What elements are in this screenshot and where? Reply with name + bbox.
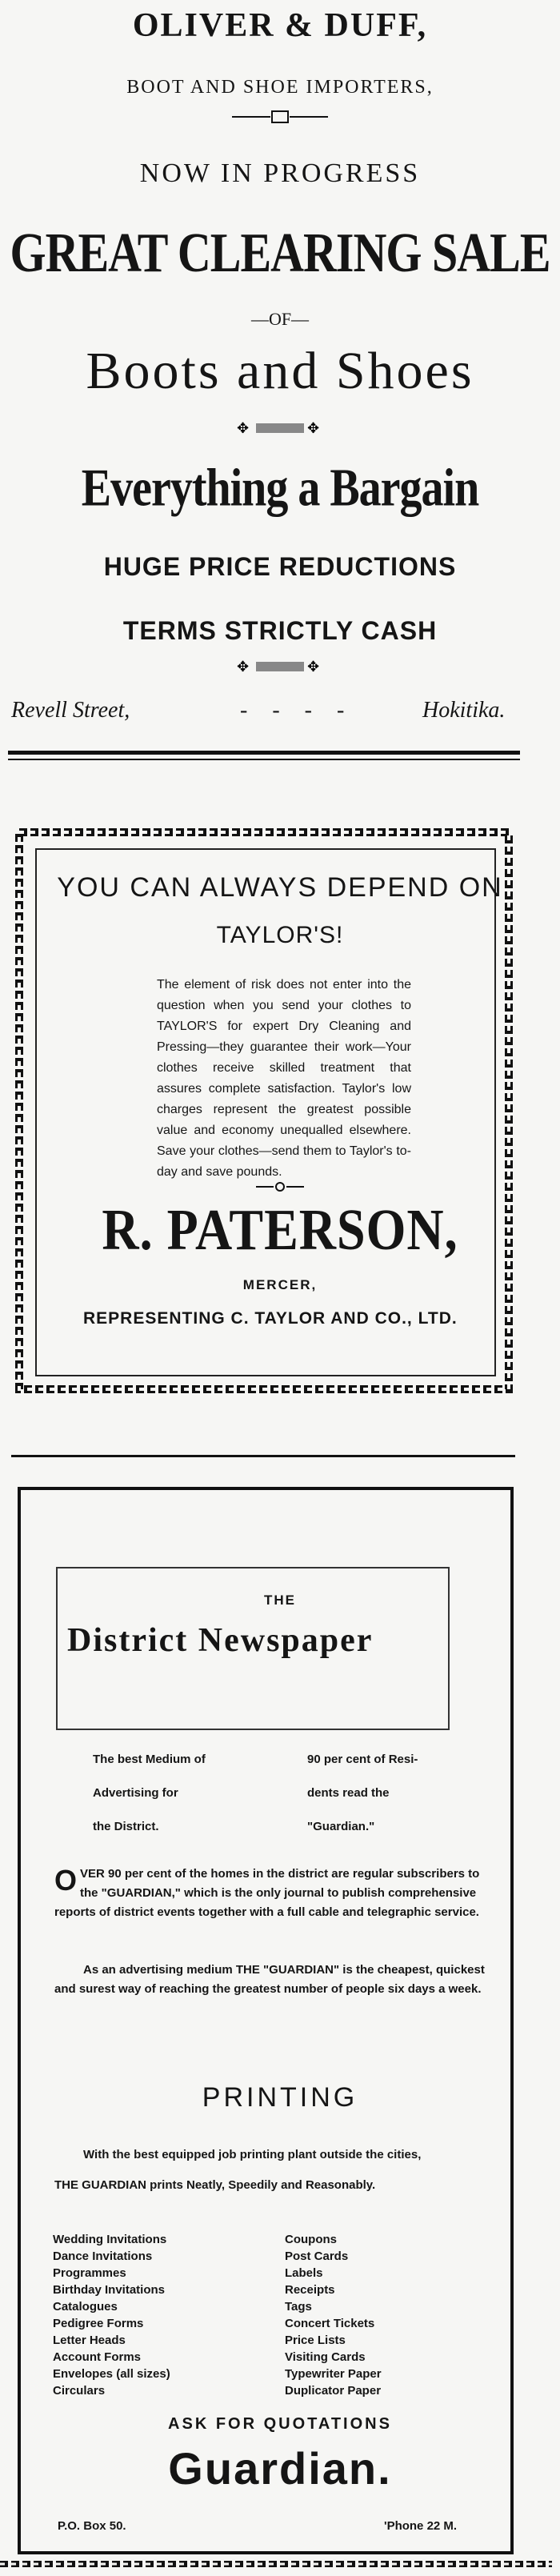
service-item: Letter Heads: [53, 2334, 126, 2347]
services-list-right: [285, 2231, 382, 2399]
service-item: Dance Invitations: [53, 2249, 153, 2263]
service-item: Visiting Cards: [285, 2350, 366, 2364]
service-item: Birthday Invitations: [53, 2283, 166, 2297]
service-item: Wedding Invitations: [53, 2233, 167, 2246]
printing-heading: PRINTING: [202, 2082, 358, 2113]
po-box: P.O. Box 50.: [58, 2519, 126, 2533]
service-item: Duplicator Paper: [285, 2384, 382, 2398]
of-divider: —OF—: [250, 309, 310, 329]
printing-tagline: THE GUARDIAN prints Neatly, Speedily and Reasonably.: [54, 2178, 376, 2192]
price-reductions: HUGE PRICE REDUCTIONS: [103, 552, 457, 581]
guardian-brand: Guardian.: [168, 2443, 392, 2494]
column-line: The best Medium of: [93, 1753, 206, 1766]
svg-text:✥: ✥: [237, 659, 250, 675]
now-in-progress: NOW IN PROGRESS: [139, 158, 421, 188]
svg-text:✥: ✥: [237, 420, 250, 437]
services-list-left: [53, 2231, 170, 2399]
firm-trade: BOOT AND SHOE IMPORTERS,: [126, 77, 434, 98]
taylors-heading: YOU CAN ALWAYS DEPEND ON: [57, 872, 503, 903]
service-item: Programmes: [53, 2266, 126, 2280]
subscribers-paragraph: [54, 1865, 491, 1922]
service-item: Labels: [285, 2266, 323, 2280]
bargain-heading: Everything a Bargain: [81, 458, 479, 519]
divider-rule: [11, 1455, 515, 1457]
sale-headline: GREAT CLEARING SALE: [10, 221, 550, 284]
firm-name: OLIVER & DUFF,: [132, 7, 428, 44]
address-dashes: - - - -: [240, 698, 354, 723]
mercer-title: MERCER,: [242, 1277, 318, 1292]
ask-quotations: ASK FOR QUOTATIONS: [168, 2415, 392, 2433]
divider-rule: [8, 751, 520, 755]
service-item: Coupons: [285, 2233, 337, 2246]
service-item: Account Forms: [53, 2350, 142, 2364]
town-name: Hokitika.: [422, 698, 506, 723]
taylors-body: The element of risk does not enter into the question when you send your clothes to TAYLOR'S for expert Dry Cleaning and Pressing—they guarantee their work—Your clothes receive skilled treatment that assures complete satisfaction. Taylor's low charges represent the greatest possible value and economy unequalled elsewhere. Save your clothes—send them to Taylor's to-day and save pounds.: [157, 978, 411, 1179]
service-item: Tags: [285, 2300, 312, 2314]
ninety-percent-column: [307, 1743, 483, 1844]
goods-heading: Boots and Shoes: [86, 342, 474, 400]
paragraph-text: VER 90 per cent of the homes in the district are regular subscribers to the "GUARDIAN," which is the only journal to publish comprehensive reports of district events together with a full cable and telegraphic service.: [54, 1867, 480, 1919]
service-item: Post Cards: [285, 2249, 349, 2263]
column-line: the District.: [93, 1820, 159, 1833]
service-item: Catalogues: [53, 2300, 118, 2314]
service-item: Pedigree Forms: [53, 2317, 144, 2330]
drop-cap: O: [54, 1864, 78, 1897]
phone-number: 'Phone 22 M.: [384, 2519, 458, 2533]
dotted-ornament: [234, 419, 326, 437]
service-item: Price Lists: [285, 2334, 346, 2347]
column-line: 90 per cent of Resi-: [307, 1753, 418, 1766]
representing-line: REPRESENTING C. TAYLOR AND CO., LTD.: [83, 1309, 458, 1328]
best-medium-column: [93, 1743, 277, 1844]
column-line: dents read the: [307, 1786, 390, 1800]
svg-text:✥: ✥: [307, 420, 320, 437]
terms-cash: TERMS STRICTLY CASH: [122, 616, 438, 645]
taylors-name: TAYLOR'S!: [216, 922, 344, 948]
service-item: Concert Tickets: [285, 2317, 375, 2330]
small-ornament: [232, 110, 328, 123]
advertising-paragraph: As an advertising medium THE "GUARDIAN" is the cheapest, quickest and surest way of reaching the greatest number of people six days a week.: [54, 1963, 485, 1996]
svg-text:✥: ✥: [307, 659, 320, 675]
dotted-ornament: [234, 658, 326, 675]
paterson-name: R. PATERSON,: [102, 1196, 458, 1263]
small-ornament: [256, 1181, 304, 1192]
chain-border: [0, 2556, 552, 2572]
service-item: Circulars: [53, 2384, 106, 2398]
divider-rule: [8, 759, 520, 760]
service-item: Receipts: [285, 2283, 335, 2297]
service-item: Typewriter Paper: [285, 2367, 382, 2381]
column-line: "Guardian.": [307, 1820, 375, 1833]
service-item: Envelopes (all sizes): [53, 2367, 170, 2381]
printing-intro: With the best equipped job printing plant outside the cities,: [83, 2148, 422, 2161]
street-address: Revell Street,: [11, 698, 130, 723]
column-line: Advertising for: [93, 1786, 178, 1800]
district-newspaper-title: District Newspaper: [67, 1622, 374, 1659]
box-the: THE: [264, 1592, 296, 1608]
